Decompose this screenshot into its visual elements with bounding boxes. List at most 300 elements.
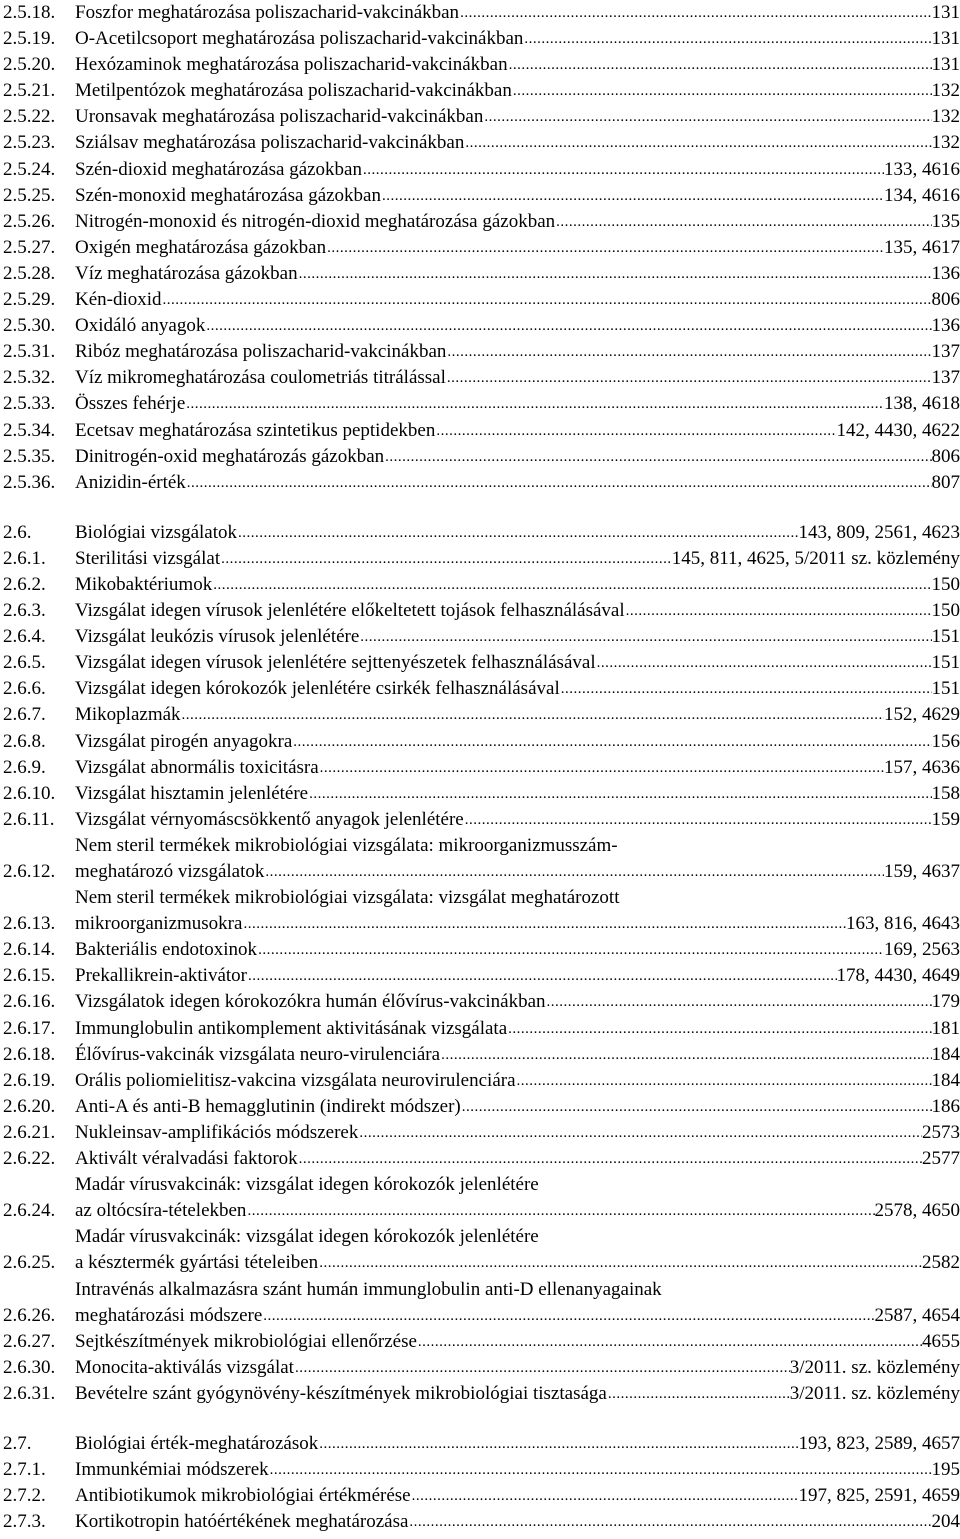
toc-entry[interactable] [0, 1224, 960, 1276]
entry-body [75, 1457, 960, 1483]
entry-number: 2.6. [3, 521, 32, 543]
entry-title: mikroorganizmusokra [75, 913, 243, 935]
entry-number: 2.6.4. [3, 626, 46, 648]
entry-title: Aktivált véralvadási faktorok [75, 1148, 298, 1170]
toc-entry[interactable] [0, 365, 960, 391]
entry-body [75, 833, 960, 885]
entry-number: 2.5.22. [3, 106, 56, 128]
entry-body [75, 391, 960, 417]
entry-number: 2.7.1. [3, 1459, 46, 1481]
entry-body [75, 1431, 960, 1457]
entry-number: 2.5.29. [3, 289, 56, 311]
entry-body [75, 339, 960, 365]
entry-title: Kén-dioxid [75, 289, 162, 311]
dot-leader [205, 313, 931, 339]
entry-body [75, 650, 960, 676]
entry-title: Dinitrogén-oxid meghatározás gázokban [75, 445, 385, 467]
entry-number: 2.6.25. [3, 1252, 56, 1274]
entry-number: 2.6.16. [3, 991, 56, 1013]
entry-title: Élővírus-vakcinák vizsgálata neuro-virulenciára [75, 1043, 441, 1065]
dot-leader [264, 859, 884, 885]
page-reference: 156 [931, 730, 960, 752]
page-reference: 135, 4617 [884, 236, 960, 258]
entry-number: 2.6.20. [3, 1095, 56, 1117]
entry-body [75, 444, 960, 470]
page-reference: 132 [931, 106, 960, 128]
entry-title: Vizsgálat idegen vírusok jelenlétére sejttenyészetek felhasználásával [75, 652, 596, 674]
page-reference: 157, 4636 [884, 756, 960, 778]
page-reference: 137 [931, 341, 960, 363]
toc-entry[interactable] [0, 781, 960, 807]
toc-entry[interactable] [0, 520, 960, 546]
toc-entry[interactable] [0, 650, 960, 676]
page-reference: 184 [931, 1043, 960, 1065]
entry-title: Uronsavak meghatározása poliszacharid-vakcinákban [75, 106, 484, 128]
entry-title: Ribóz meghatározása poliszacharid-vakcinákban [75, 341, 447, 363]
page-reference: 159 [931, 808, 960, 830]
entry-body [75, 261, 960, 287]
toc-entry[interactable] [0, 598, 960, 624]
entry-number: 2.7.3. [3, 1511, 46, 1533]
dot-leader [162, 287, 932, 313]
toc-entry[interactable] [0, 391, 960, 417]
entry-body [75, 781, 960, 807]
toc-entry[interactable] [0, 755, 960, 781]
entry-title: Vizsgálat idegen vírusok jelenlétére előkeltetett tojások felhasználásával [75, 600, 625, 622]
dot-leader [523, 26, 931, 52]
page-reference: 195 [931, 1459, 960, 1481]
toc-entry[interactable] [0, 444, 960, 470]
entry-body [75, 885, 960, 937]
entry-title: Szén-dioxid meghatározása gázokban [75, 158, 362, 180]
entry-title: Immunglobulin antikomplement aktivitásának vizsgálata [75, 1017, 508, 1039]
entry-body [75, 235, 960, 261]
entry-body [75, 1509, 960, 1535]
dot-leader [242, 911, 846, 937]
toc-entry[interactable] [0, 1016, 960, 1042]
entry-body [75, 1042, 960, 1068]
entry-title: Metilpentózok meghatározása poliszacharid-vakcinákban [75, 80, 512, 102]
toc-entry[interactable] [0, 157, 960, 183]
toc-entry[interactable] [0, 235, 960, 261]
entry-number: 2.6.8. [3, 730, 46, 752]
dot-leader [359, 624, 931, 650]
entry-title: Oxidáló anyagok [75, 315, 206, 337]
entry-body [75, 963, 960, 989]
entry-number: 2.5.21. [3, 80, 56, 102]
entry-title: az oltócsíra-tételekben [75, 1200, 247, 1222]
page-reference: 151 [931, 652, 960, 674]
entry-body [75, 52, 960, 78]
toc-entry[interactable] [0, 546, 960, 572]
page-reference: 163, 816, 4643 [846, 913, 960, 935]
dot-leader [464, 807, 932, 833]
page-reference: 136 [931, 315, 960, 337]
entry-title: Anti-A és anti-B hemagglutinin (indirekt módszer) [75, 1095, 461, 1117]
entry-title: Orális poliomielitisz-vakcina vizsgálata neurovirulenciára [75, 1069, 516, 1091]
section-spacer [0, 1407, 960, 1431]
page-reference: 137 [931, 367, 960, 389]
entry-title: a késztermék gyártási tételeiben [75, 1252, 319, 1274]
page-reference: 135 [931, 210, 960, 232]
dot-leader [185, 391, 884, 417]
entry-number: 2.6.27. [3, 1330, 56, 1352]
entry-body [75, 702, 960, 728]
page-reference: 2587, 4654 [874, 1304, 960, 1326]
entry-number: 2.6.12. [3, 861, 56, 882]
page-reference: 131 [931, 54, 960, 76]
entry-title: Mikoplazmák [75, 704, 181, 726]
entry-title: Kortikotropin hatóértékének meghatározása [75, 1511, 409, 1533]
entry-number: 2.6.13. [3, 913, 56, 935]
toc-entry[interactable] [0, 209, 960, 235]
entry-title: Sziálsav meghatározása poliszacharid-vakcinákban [75, 132, 465, 154]
entry-title: Összes fehérje [75, 393, 186, 415]
entry-body [75, 520, 960, 546]
dot-leader [546, 989, 932, 1015]
entry-number: 2.6.30. [3, 1356, 56, 1378]
entry-number: 2.5.27. [3, 236, 56, 258]
toc-entry[interactable] [0, 26, 960, 52]
entry-body [75, 989, 960, 1015]
page-reference: 184 [931, 1069, 960, 1091]
entry-title: Foszfor meghatározása poliszacharid-vakcinákban [75, 2, 460, 23]
entry-number: 2.5.31. [3, 341, 56, 363]
page-reference: 807 [931, 471, 960, 493]
toc-entry[interactable] [0, 78, 960, 104]
toc-entry[interactable] [0, 104, 960, 130]
entry-body [75, 183, 960, 209]
dot-leader [247, 963, 837, 989]
toc-entry[interactable] [0, 1094, 960, 1120]
dot-leader [483, 104, 931, 130]
entry-number: 2.5.24. [3, 158, 56, 180]
toc-entry[interactable] [0, 1457, 960, 1483]
entry-body [75, 546, 960, 572]
entry-title-first-line: Madár vírusvakcinák: vizsgálat idegen kórokozók jelenlétére [75, 1174, 539, 1196]
entry-body [75, 157, 960, 183]
entry-title: Anizidin-érték [75, 471, 186, 493]
dot-leader [384, 444, 931, 470]
toc-entry[interactable] [0, 1277, 960, 1329]
page-reference: 131 [931, 28, 960, 50]
entry-number: 2.5.20. [3, 54, 56, 76]
dot-leader [358, 1120, 922, 1146]
entry-number: 2.6.19. [3, 1069, 56, 1091]
entry-number: 2.6.5. [3, 652, 46, 674]
toc-entry[interactable] [0, 1146, 960, 1172]
entry-title: Nukleinsav-amplifikációs módszerek [75, 1121, 359, 1143]
entry-number: 2.6.31. [3, 1382, 56, 1404]
page-reference: 2577 [922, 1148, 960, 1170]
entry-title: Antibiotikumok mikrobiológiai értékmérése [75, 1485, 411, 1507]
dot-leader [607, 1381, 790, 1407]
entry-body [75, 1355, 960, 1381]
entry-number: 2.7. [3, 1432, 32, 1454]
page-reference: 2578, 4650 [874, 1200, 960, 1222]
page-reference: 193, 823, 2589, 4657 [798, 1432, 960, 1454]
page-reference: 150 [931, 573, 960, 595]
entry-body [75, 26, 960, 52]
dot-leader [411, 1483, 799, 1509]
entry-body [75, 676, 960, 702]
entry-number: 2.7.2. [3, 1485, 46, 1507]
entry-title-first-line: Nem steril termékek mikrobiológiai vizsgálata: mikroorganizmusszám- [75, 834, 618, 856]
entry-number: 2.6.21. [3, 1121, 56, 1143]
entry-title: Vizsgálatok idegen kórokozókra humán élővírus-vakcinákban [75, 991, 546, 1013]
entry-title: meghatározó vizsgálatok [75, 861, 265, 882]
entry-number: 2.6.14. [3, 939, 56, 961]
dot-leader [318, 1250, 922, 1276]
page-reference: 151 [931, 626, 960, 648]
page-reference: 178, 4430, 4649 [836, 965, 960, 987]
section-spacer [0, 496, 960, 520]
page-reference: 132 [931, 132, 960, 154]
dot-leader [186, 470, 932, 496]
entry-number: 2.5.18. [3, 2, 56, 23]
toc-entry[interactable] [0, 0, 960, 26]
toc-entry[interactable] [0, 1381, 960, 1407]
toc-entry[interactable] [0, 989, 960, 1015]
page-reference: 204 [931, 1511, 960, 1533]
entry-body [75, 1120, 960, 1146]
dot-leader [625, 598, 932, 624]
dot-leader [181, 702, 884, 728]
dot-leader [212, 572, 931, 598]
page-reference: 169, 2563 [884, 939, 960, 961]
entry-number: 2.6.1. [3, 547, 46, 569]
entry-title: Nitrogén-monoxid és nitrogén-dioxid meghatározása gázokban [75, 210, 556, 232]
page-reference: 806 [931, 289, 960, 311]
entry-title: O-Acetilcsoport meghatározása poliszacharid-vakcinákban [75, 28, 524, 50]
page-reference: 132 [931, 80, 960, 102]
entry-number: 2.6.15. [3, 965, 56, 987]
entry-body [75, 624, 960, 650]
entry-title: Prekallikrein-aktivátor [75, 965, 247, 987]
entry-number: 2.5.35. [3, 445, 56, 467]
entry-title: Ecetsav meghatározása szintetikus peptidekben [75, 419, 436, 441]
entry-body [75, 287, 960, 313]
dot-leader [326, 235, 884, 261]
toc-entry[interactable] [0, 130, 960, 156]
entry-title-first-line: Madár vírusvakcinák: vizsgálat idegen kórokozók jelenlétére [75, 1226, 539, 1248]
dot-leader [560, 676, 932, 702]
entry-number: 2.6.3. [3, 600, 46, 622]
toc-entry[interactable] [0, 702, 960, 728]
page-reference: 3/2011. sz. közlemény [789, 1382, 960, 1404]
entry-title: Víz mikromeghatározása coulometriás titrálással [75, 367, 446, 389]
toc-entry[interactable] [0, 313, 960, 339]
toc-entry[interactable] [0, 1355, 960, 1381]
entry-title: Vizsgálat abnormális toxicitásra [75, 756, 319, 778]
entry-number: 2.5.33. [3, 393, 56, 415]
toc-entry[interactable] [0, 1172, 960, 1224]
entry-title: Bevételre szánt gyógynövény-készítmények mikrobiológiai tisztasága [75, 1382, 607, 1404]
entry-body [75, 209, 960, 235]
page-reference: 134, 4616 [884, 184, 960, 206]
toc-entry[interactable] [0, 418, 960, 444]
entry-body [75, 313, 960, 339]
entry-title: Víz meghatározása gázokban [75, 262, 298, 284]
page-reference: 133, 4616 [884, 158, 960, 180]
page-reference: 2582 [922, 1252, 960, 1274]
entry-number: 2.6.2. [3, 573, 46, 595]
toc-entry[interactable] [0, 261, 960, 287]
entry-body [75, 1146, 960, 1172]
page-reference: 179 [931, 991, 960, 1013]
toc-entry[interactable] [0, 937, 960, 963]
toc-entry[interactable] [0, 1329, 960, 1355]
toc-entry[interactable] [0, 470, 960, 496]
dot-leader [435, 418, 836, 444]
entry-number: 2.5.19. [3, 28, 56, 50]
entry-body [75, 104, 960, 130]
entry-title: Biológiai vizsgálatok [75, 521, 238, 543]
entry-number: 2.5.23. [3, 132, 56, 154]
entry-body [75, 1068, 960, 1094]
toc-entry[interactable] [0, 1431, 960, 1457]
entry-number: 2.6.24. [3, 1200, 56, 1222]
entry-body [75, 572, 960, 598]
entry-body [75, 1483, 960, 1509]
entry-body [75, 729, 960, 755]
entry-title: Hexózaminok meghatározása poliszacharid-vakcinákban [75, 54, 508, 76]
entry-number: 2.6.26. [3, 1304, 56, 1326]
toc-entry[interactable] [0, 1483, 960, 1509]
toc-entry[interactable] [0, 572, 960, 598]
page-reference: 4655 [922, 1330, 960, 1352]
dot-leader [237, 520, 798, 546]
entry-body [75, 1094, 960, 1120]
entry-body [75, 1172, 960, 1224]
toc-entry[interactable] [0, 807, 960, 833]
entry-body [75, 755, 960, 781]
toc-entry[interactable] [0, 287, 960, 313]
page-reference: 142, 4430, 4622 [836, 419, 960, 441]
dot-leader [308, 781, 931, 807]
toc-entry[interactable] [0, 339, 960, 365]
dot-leader [459, 0, 931, 26]
entry-body [75, 78, 960, 104]
entry-title: Mikobaktériumok [75, 573, 213, 595]
entry-title: Szén-monoxid meghatározása gázokban [75, 184, 381, 206]
entry-number: 2.5.26. [3, 210, 56, 232]
page-reference: 197, 825, 2591, 4659 [798, 1485, 960, 1507]
entry-body [75, 1224, 960, 1276]
dot-leader [294, 1355, 790, 1381]
page-reference: 806 [931, 445, 960, 467]
dot-leader [292, 729, 931, 755]
page-reference: 3/2011. sz. közlemény [789, 1356, 960, 1378]
page-reference: 152, 4629 [884, 704, 960, 726]
entry-title: Monocita-aktiválás vizsgálat [75, 1356, 294, 1378]
entry-number: 2.5.36. [3, 471, 56, 493]
dot-leader [508, 52, 932, 78]
dot-leader [446, 339, 931, 365]
page-reference: 143, 809, 2561, 4623 [798, 521, 960, 543]
entry-number: 2.6.17. [3, 1017, 56, 1039]
entry-body [75, 365, 960, 391]
entry-body [75, 807, 960, 833]
entry-title: Vizsgálat vérnyomáscsökkentő anyagok jelenlétére [75, 808, 464, 830]
dot-leader [362, 157, 884, 183]
entry-body [75, 418, 960, 444]
page-reference: 138, 4618 [884, 393, 960, 415]
entry-title: Oxigén meghatározása gázokban [75, 236, 327, 258]
toc-entry[interactable] [0, 833, 960, 885]
toc-entry[interactable] [0, 729, 960, 755]
entry-title: Vizsgálat idegen kórokozók jelenlétére csirkék felhasználásával [75, 678, 560, 700]
dot-leader [555, 209, 931, 235]
entry-number: 2.5.25. [3, 184, 56, 206]
entry-title-first-line: Intravénás alkalmazásra szánt humán immunglobulin anti-D ellenanyagainak [75, 1278, 662, 1300]
dot-leader [440, 1042, 931, 1068]
page-reference: 131 [931, 2, 960, 23]
entry-title: Biológiai érték-meghatározások [75, 1432, 319, 1454]
dot-leader [298, 1146, 922, 1172]
page-reference: 151 [931, 678, 960, 700]
toc-entry[interactable] [0, 885, 960, 937]
entry-number: 2.5.30. [3, 315, 56, 337]
toc-entry[interactable] [0, 183, 960, 209]
page-reference: 186 [931, 1095, 960, 1117]
entry-title-first-line: Nem steril termékek mikrobiológiai vizsgálata: vizsgálat meghatározott [75, 887, 620, 909]
entry-number: 2.6.6. [3, 678, 46, 700]
toc-entry[interactable] [0, 1068, 960, 1094]
dot-leader [408, 1509, 931, 1535]
entry-number: 2.5.28. [3, 262, 56, 284]
dot-leader [269, 1457, 932, 1483]
toc-entry[interactable] [0, 963, 960, 989]
entry-number: 2.5.34. [3, 419, 56, 441]
page-reference: 158 [931, 782, 960, 804]
entry-title: Sterilitási vizsgálat [75, 547, 221, 569]
entry-body [75, 937, 960, 963]
entry-body [75, 1277, 960, 1329]
toc-entry[interactable] [0, 1120, 960, 1146]
toc-entry[interactable] [0, 1042, 960, 1068]
entry-number: 2.6.18. [3, 1043, 56, 1065]
entry-number: 2.6.11. [3, 808, 55, 830]
entry-title: Sejtkészítmények mikrobiológiai ellenőrzése [75, 1330, 417, 1352]
page-reference: 159, 4637 [884, 861, 960, 882]
dot-leader [464, 130, 931, 156]
dot-leader [318, 1431, 798, 1457]
toc-entry[interactable] [0, 676, 960, 702]
entry-title: meghatározási módszere [75, 1304, 263, 1326]
dot-leader [516, 1068, 932, 1094]
entry-body [75, 1016, 960, 1042]
entry-number: 2.6.22. [3, 1148, 56, 1170]
entry-title: Bakteriális endotoxinok [75, 939, 258, 961]
toc-entry[interactable] [0, 1509, 960, 1535]
toc-entry[interactable] [0, 624, 960, 650]
entry-number: 2.6.7. [3, 704, 46, 726]
entry-body [75, 0, 960, 26]
entry-body [75, 130, 960, 156]
dot-leader [257, 937, 884, 963]
dot-leader [381, 183, 884, 209]
entry-title: Immunkémiai módszerek [75, 1459, 269, 1481]
dot-leader [417, 1329, 922, 1355]
entry-title: Vizsgálat pirogén anyagokra [75, 730, 293, 752]
entry-body [75, 1381, 960, 1407]
page-reference: 145, 811, 4625, 5/2011 sz. közlemény [671, 547, 960, 569]
page-reference: 136 [931, 262, 960, 284]
dot-leader [446, 365, 932, 391]
toc-entry[interactable] [0, 52, 960, 78]
entry-title: Vizsgálat hisztamin jelenlétére [75, 782, 309, 804]
